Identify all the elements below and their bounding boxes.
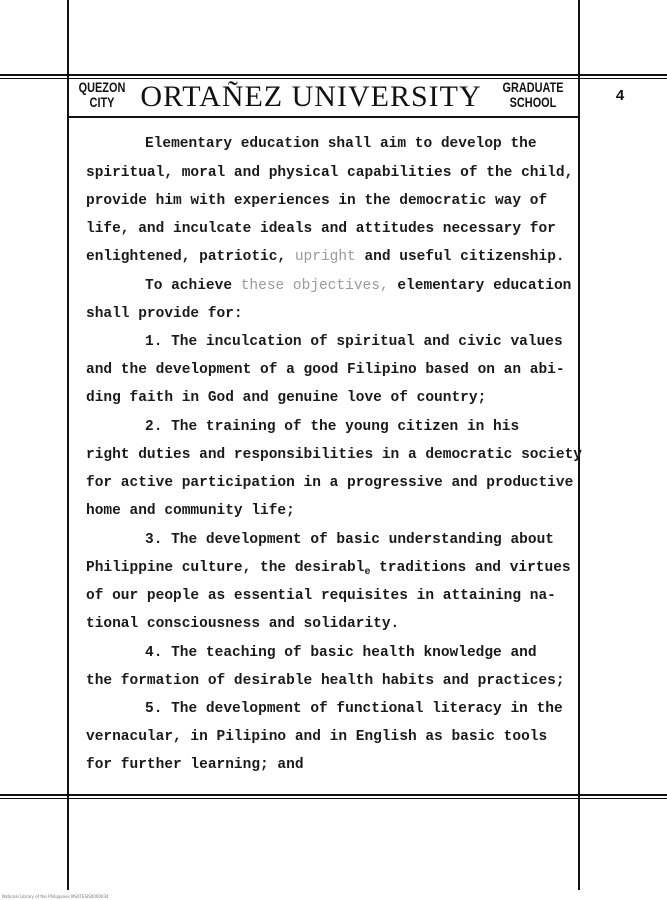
header-school-line1: GRADUATE — [502, 79, 564, 95]
body-line-3: provide him with experiences in the democratic way of — [86, 193, 548, 209]
archive-footer-note: National Library of the Philippines MS0TESIS0000034 — [2, 894, 109, 899]
item-3-line-1: 3. The development of basic understanding about — [145, 532, 554, 548]
header-top-rule — [0, 74, 667, 76]
header-city-line1: QUEZON — [78, 79, 126, 95]
item-2-line-2: right duties and responsibilities in a democratic society — [86, 447, 582, 463]
item-2-line-4: home and community life; — [86, 503, 295, 519]
header-bottom-rule — [67, 116, 580, 118]
university-name: ORTAÑEZ UNIVERSITY — [140, 80, 482, 113]
item-1-line-1: 1. The inculcation of spiritual and civic values — [145, 334, 563, 350]
page-number: 4 — [615, 87, 625, 104]
footer-rule-thin — [0, 798, 667, 799]
item-4-line-1: 4. The teaching of basic health knowledge and — [145, 645, 537, 661]
header-school-line2: SCHOOL — [509, 94, 557, 110]
body-line-6-a: To achieve — [145, 278, 233, 294]
item-1-line-3: ding faith in God and genuine love of country; — [86, 390, 487, 406]
item-1-line-2: and the development of a good Filipino based on an abi- — [86, 362, 565, 378]
body-line-5-faded: upright — [294, 249, 356, 265]
item-5-line-1: 5. The development of functional literacy in the — [145, 701, 563, 717]
header-city — [77, 80, 127, 110]
item-2-line-1: 2. The training of the young citizen in his — [145, 419, 520, 435]
item-3-line-2 — [86, 559, 571, 582]
header-school — [498, 80, 568, 110]
body-line-2: spiritual, moral and physical capabilities of the child, — [86, 165, 574, 181]
item-2-line-3: for active participation in a progressive and productive — [86, 475, 574, 491]
left-margin-rule — [67, 0, 69, 890]
item-4-line-2: the formation of desirable health habits and practices; — [86, 673, 565, 689]
body-line-5-a: enlightened, patriotic, — [86, 249, 287, 265]
body-line-5 — [86, 248, 565, 266]
body-line-6-faded: these objectives, — [240, 278, 389, 294]
body-line-1: Elementary education shall aim to develop the — [145, 136, 537, 152]
body-line-4: life, and inculcate ideals and attitudes necessary for — [86, 221, 556, 237]
item-5-line-3: for further learning; and — [86, 757, 304, 773]
body-line-6-b: elementary education — [397, 278, 572, 294]
item-5-line-2: vernacular, in Pilipino and in English as basic tools — [86, 729, 548, 745]
item-3-line-4: tional consciousness and solidarity. — [86, 616, 400, 632]
body-line-6 — [145, 277, 571, 295]
right-margin-rule — [578, 0, 580, 890]
item-3-line-3: of our people as essential requisites in attaining na- — [86, 588, 556, 604]
body-line-5-b: and useful citizenship. — [364, 249, 565, 265]
item-3-line-2-sub: e — [364, 567, 371, 578]
item-3-line-2-b: traditions and virtues — [370, 560, 571, 576]
footer-rule — [0, 794, 667, 796]
item-3-line-2-a: Philippine culture, the desirabl — [86, 560, 365, 576]
body-line-7: shall provide for: — [86, 306, 243, 322]
header-city-line2: CITY — [89, 94, 115, 110]
